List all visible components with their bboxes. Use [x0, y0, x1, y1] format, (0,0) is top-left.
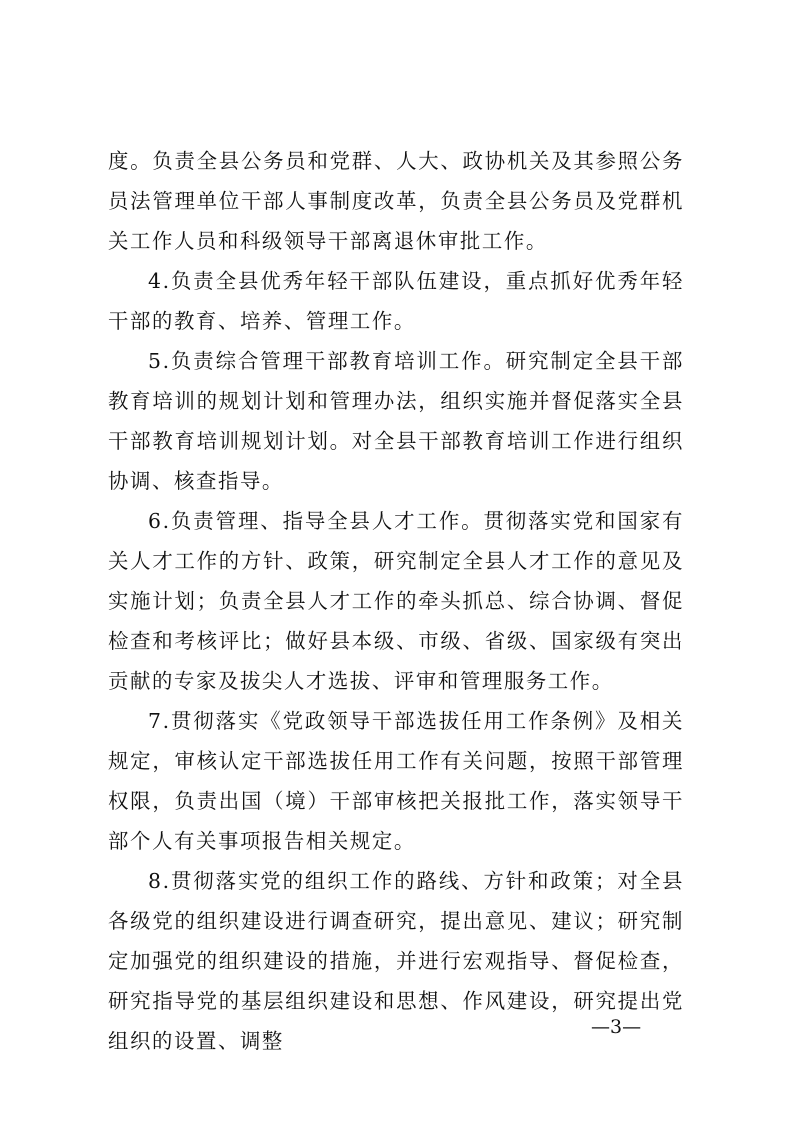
paragraph-item-4: 4.负责全县优秀年轻干部队伍建设，重点抓好优秀年轻干部的教育、培养、管理工作。: [108, 269, 684, 333]
paragraph-continuation: 度。负责全县公务员和党群、人大、政协机关及其参照公务员法管理单位干部人事制度改革，负责全县公务员及党群机关工作人员和科级领导干部离退休审批工作。: [108, 149, 684, 253]
paragraph-item-8: 8.贯彻落实党的组织工作的路线、方针和政策；对全县各级党的组织建设进行调查研究，提出意见、建议；研究制定加强党的组织建设的措施，并进行宏观指导、督促检查，研究指导党的基层组织建设和思想、作风建设，研究提出党组织的设置、调整: [108, 869, 684, 1053]
paragraph-item-6: 6.负责管理、指导全县人才工作。贯彻落实党和国家有关人才工作的方针、政策，研究制定全县人才工作的意见及实施计划；负责全县人才工作的牵头抓总、综合协调、督促检查和考核评比；做好县本级、市级、省级、国家级有突出贡献的专家及拔尖人才选拔、评审和管理服务工作。: [108, 509, 684, 693]
paragraph-item-5: 5.负责综合管理干部教育培训工作。研究制定全县干部教育培训的规划计划和管理办法，组织实施并督促落实全县干部教育培训规划计划。对全县干部教育培训工作进行组织协调、核查指导。: [108, 349, 684, 493]
page-number: —3—: [591, 1016, 642, 1038]
paragraph-item-7: 7.贯彻落实《党政领导干部选拔任用工作条例》及相关规定，审核认定干部选拔任用工作有关问题，按照干部管理权限，负责出国（境）干部审核把关报批工作，落实领导干部个人有关事项报告相关规定。: [108, 709, 684, 853]
document-body: [108, 141, 684, 1061]
